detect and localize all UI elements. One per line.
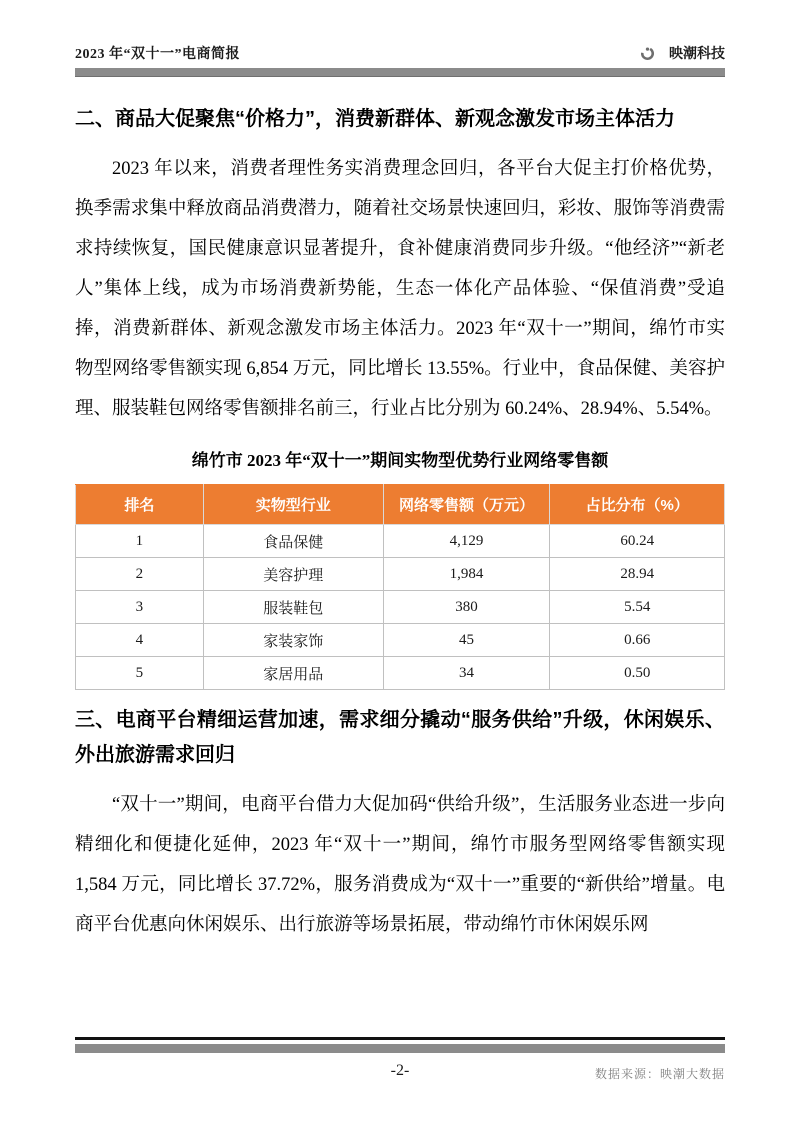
cell-industry: 食品保健 <box>203 525 383 558</box>
footer-top-line <box>75 1037 725 1040</box>
cell-retail-amount: 4,129 <box>383 525 550 558</box>
cell-rank: 1 <box>76 525 204 558</box>
cell-share: 60.24 <box>550 525 725 558</box>
cell-rank: 2 <box>76 558 204 591</box>
table-row <box>76 624 725 657</box>
header-brand <box>640 43 725 63</box>
cell-retail-amount: 1,984 <box>383 558 550 591</box>
cell-rank: 3 <box>76 591 204 624</box>
header-divider-bar <box>75 68 725 77</box>
page-number: -2- <box>390 1061 410 1079</box>
cell-share: 5.54 <box>550 591 725 624</box>
brand-name: 映潮科技 <box>669 45 725 61</box>
col-header-share: 占比分布（%） <box>550 485 725 525</box>
table-row <box>76 591 725 624</box>
col-header-industry: 实物型行业 <box>203 485 383 525</box>
footer-divider-bar <box>75 1044 725 1053</box>
table-header-row <box>76 485 725 525</box>
data-source-note: 数据来源：映潮大数据 <box>594 1066 725 1081</box>
section-2-paragraph: 2023 年以来，消费者理性务实消费理念回归，各平台大促主打价格优势，换季需求集中释放商品消费潜力，随着社交场景快速回归，彩妆、服饰等消费需求持续恢复，国民健康意识显著提升，食补健康消费同步升级。“他经济”“新老人”集体上线，成为市场消费新势能，生态一体化产品体验、“保值消费”受追捧，消费新群体、新观念激发市场主体活力。2023 年“双十一”期间，绵竹市实物型网络零售额实现 6,854 万元，同比增长 13.55%。行业中，食品保健、美容护理、服装鞋包网络零售额排名前三，行业占比分别为 60.24%、28.94%、5.54%。 <box>75 159 725 419</box>
cell-retail-amount: 34 <box>383 657 550 690</box>
cell-retail-amount: 380 <box>383 591 550 624</box>
cell-industry: 美容护理 <box>203 558 383 591</box>
page-header <box>75 0 725 77</box>
cell-industry: 家装家饰 <box>203 624 383 657</box>
cell-rank: 5 <box>76 657 204 690</box>
cell-rank: 4 <box>76 624 204 657</box>
industry-retail-table <box>75 484 725 690</box>
cell-industry: 家居用品 <box>203 657 383 690</box>
section-3-paragraph: “双十一”期间，电商平台借力大促加码“供给升级”，生活服务业态进一步向精细化和便捷化延伸，2023 年“双十一”期间，绵竹市服务型网络零售额实现 1,584 万元，同比增长 37.72%，服务消费成为“双十一”重要的“新供给”增量。电商平台优惠向休闲娱乐、出行旅游等场景拓展，带动绵竹市休闲娱乐网 <box>75 795 725 935</box>
section-3-heading: 三、电商平台精细运营加速，需求细分撬动“服务供给”升级，休闲娱乐、外出旅游需求回归 <box>75 709 725 766</box>
col-header-rank: 排名 <box>76 485 204 525</box>
cell-share: 0.66 <box>550 624 725 657</box>
col-header-retail-amount: 网络零售额（万元） <box>383 485 550 525</box>
swirl-logo-icon <box>640 46 655 61</box>
header-doc-title: 2023 年“双十一”电商简报 <box>75 47 240 62</box>
table-title: 绵竹市 2023 年“双十一”期间实物型优势行业网络零售额 <box>191 451 609 470</box>
page-footer <box>75 1037 725 1082</box>
cell-share: 0.50 <box>550 657 725 690</box>
cell-industry: 服装鞋包 <box>203 591 383 624</box>
cell-retail-amount: 45 <box>383 624 550 657</box>
table-row <box>76 657 725 690</box>
table-row <box>76 558 725 591</box>
table-row <box>76 525 725 558</box>
cell-share: 28.94 <box>550 558 725 591</box>
section-2-heading: 二、商品大促聚焦“价格力”，消费新群体、新观念激发市场主体活力 <box>75 108 675 130</box>
